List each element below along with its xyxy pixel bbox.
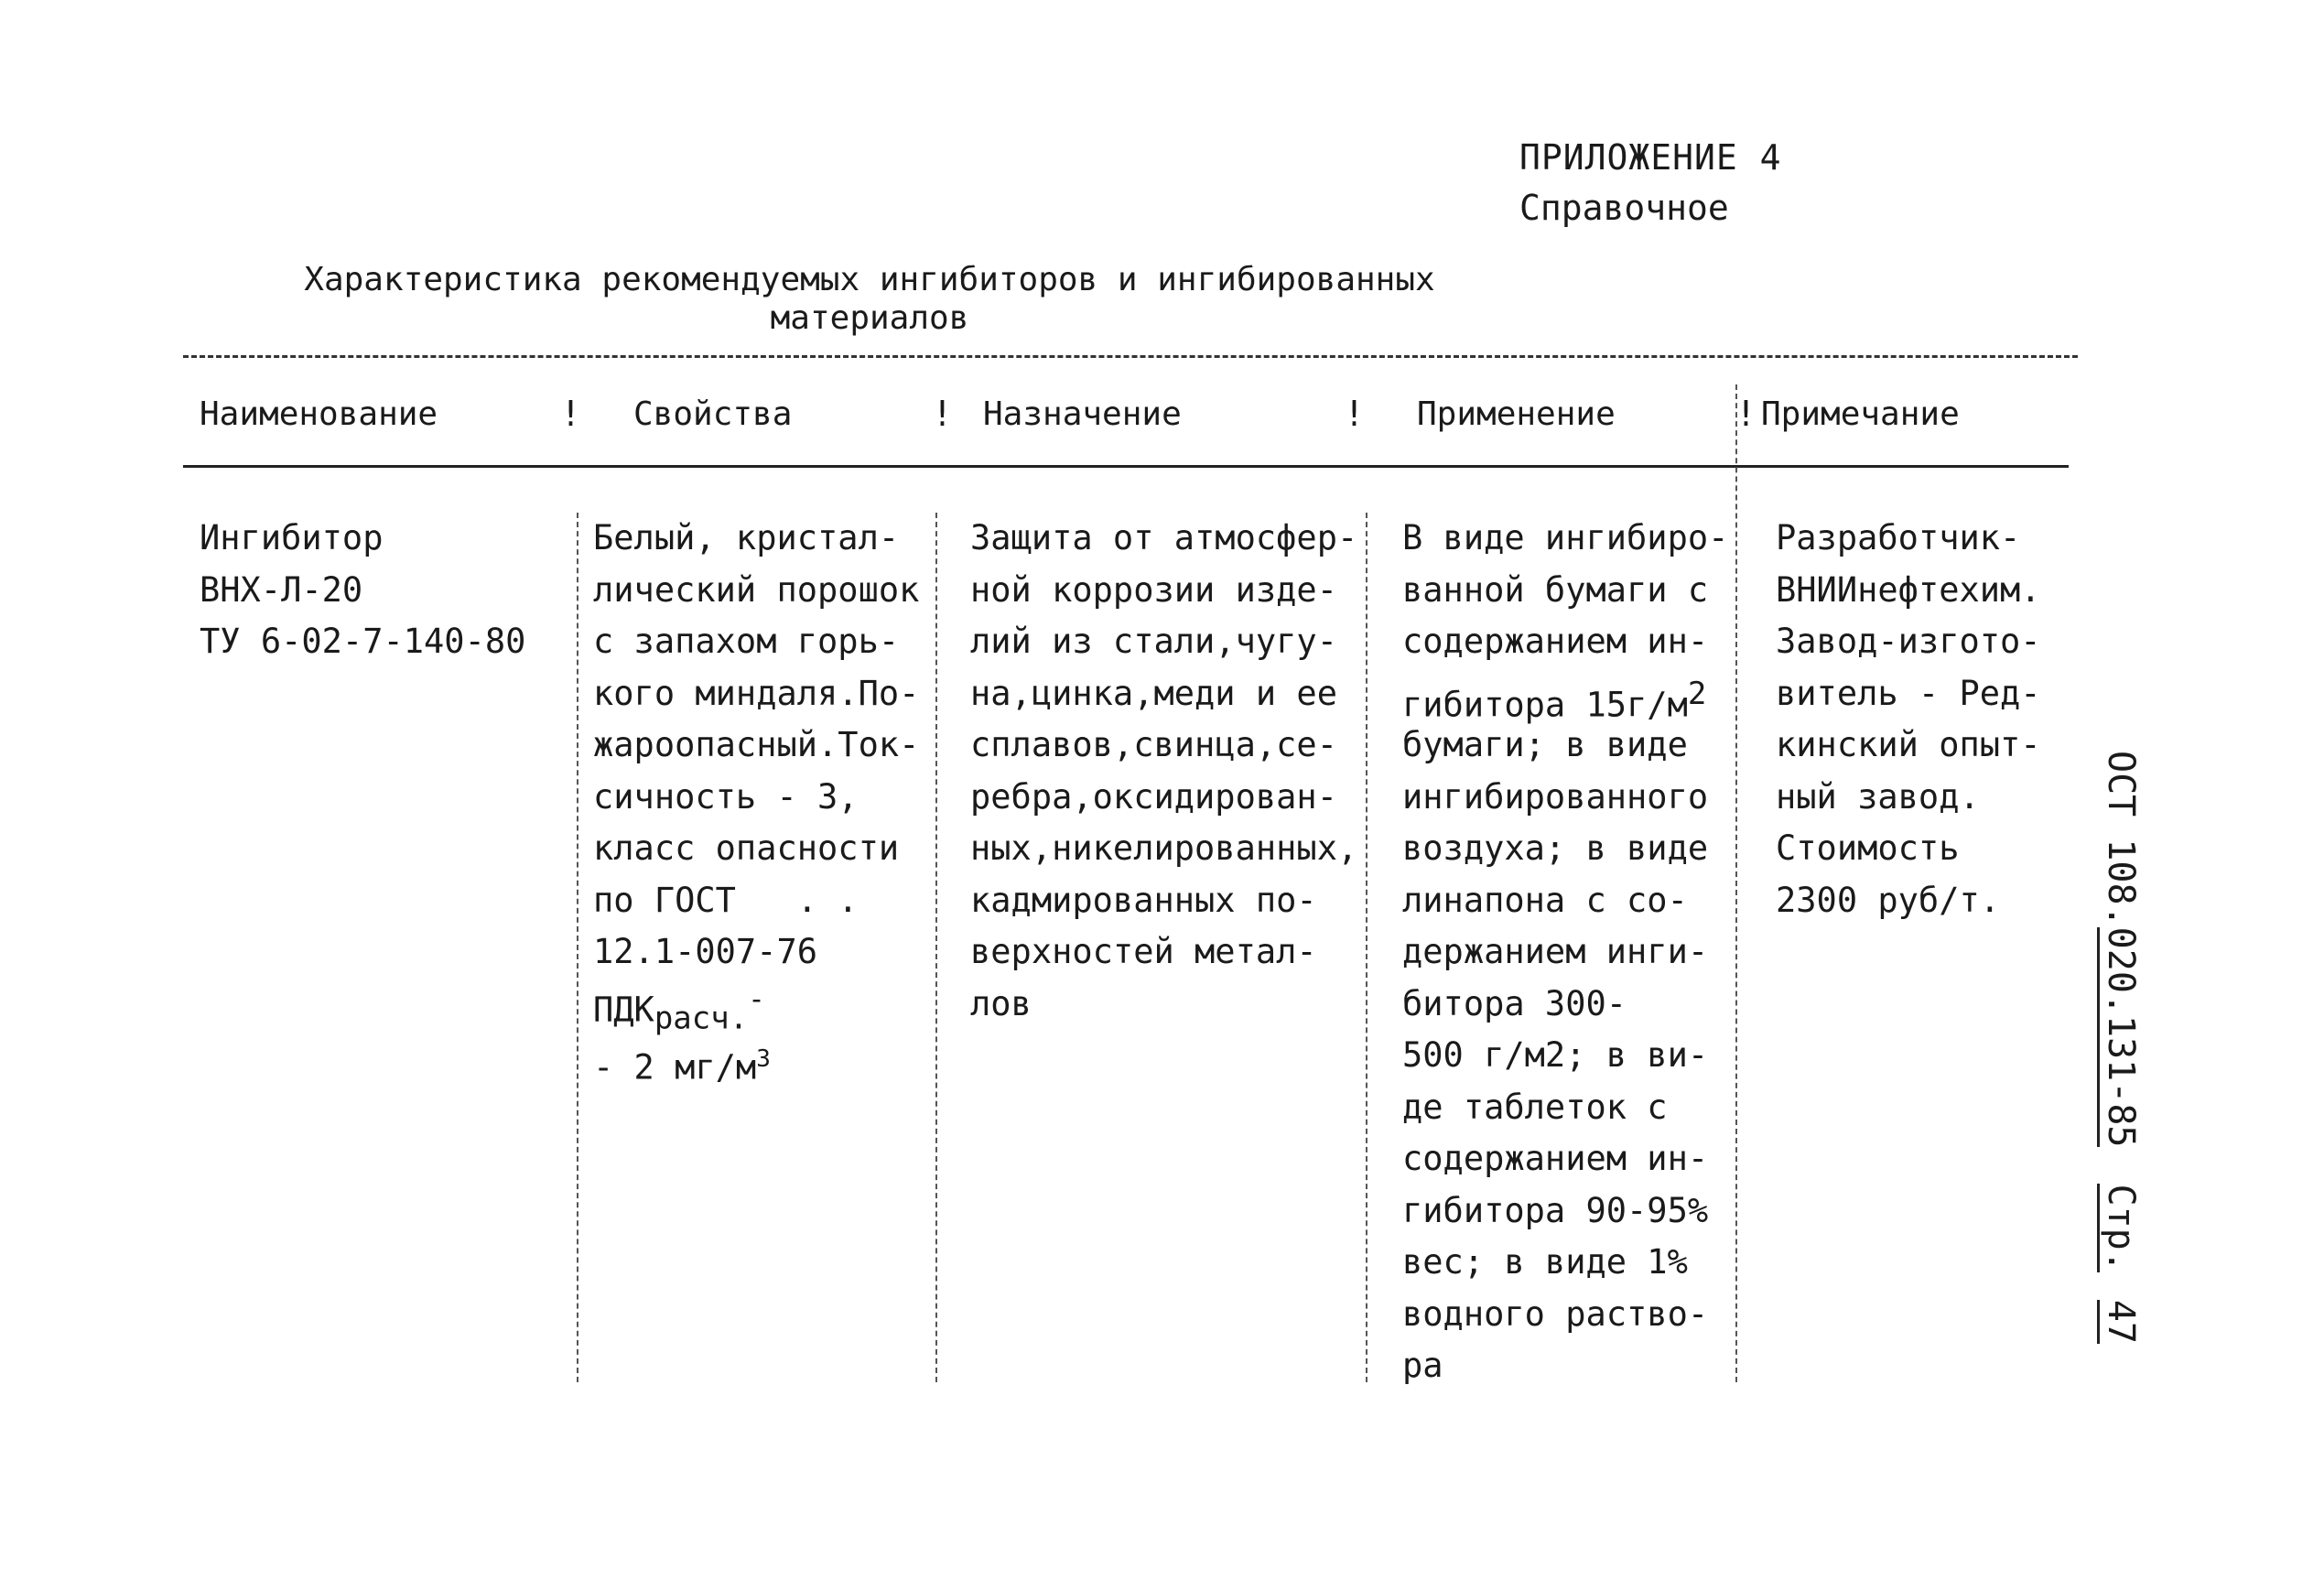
table-top-rule (183, 355, 2078, 358)
cell-properties-pdk (593, 979, 771, 1087)
col-header-name: Наименование (200, 395, 438, 433)
column-divider (1735, 384, 1737, 1382)
pdk-subscript: расч. (654, 1000, 749, 1037)
pdk-label: ПДК (593, 990, 654, 1030)
stamp-prefix: ОСТ 108. (2100, 751, 2142, 927)
cell-name: Ингибитор ВНХ-Л-20 ТУ 6-02-7-140-80 (200, 518, 526, 661)
title-line-1: Характеристика рекомендуемых ингибиторов и ингибированных (304, 261, 1435, 298)
cell-properties: Белый, кристал- лический порошок с запахом горь- кого миндаля.По- жароопасный.Ток- сичность - 3, класс опасности по ГОСТ . . 12.1-007-76 (593, 518, 920, 971)
cell-application-second: бумаги; в виде ингибированного воздуха; в виде линапона с со- держанием инги- битора 300- 500 г/м2; в ви- де таблеток с содержанием ин- гибитора 90-95% вес; в виде 1% водного раство- ра (1402, 725, 1709, 1385)
appendix-type: Справочное (1519, 188, 1729, 228)
stamp-code: 020.131-85 (2097, 927, 2142, 1148)
stamp-page-number: 47 (2097, 1300, 2142, 1344)
page-title (275, 261, 1465, 338)
col-separator: ! (1344, 394, 1365, 434)
appendix-label: ПРИЛОЖЕНИЕ 4 (1519, 137, 1782, 178)
column-divider (1366, 513, 1367, 1382)
side-stamp (2087, 751, 2142, 1344)
col-header-application: Применение (1417, 395, 1616, 433)
col-header-note: Примечание (1761, 395, 1960, 433)
application-part-1: В виде ингибиро- ванной бумаги с содержанием ин- гибитора 15г/м (1402, 518, 1729, 724)
col-separator: ! (560, 394, 581, 434)
cell-note: Разработчик- ВНИИнефтехим. Завод-изгото- витель - Ред- кинский опыт- ный завод. Стоимость 2300 руб/т. (1776, 518, 2041, 920)
title-line-2: материалов (770, 299, 969, 337)
pdk-value: - 2 мг/м (593, 1047, 757, 1087)
header-bottom-rule (183, 465, 2069, 468)
cell-purpose: Защита от атмосфер- ной коррозии изде- лий из стали,чугу- на,цинка,меди и ее сплавов,свинца,се- ребра,оксидирован- ных,никелированных, кадмированных по- верхностей метал- лов (970, 518, 1358, 1023)
col-header-properties: Свойства (633, 395, 793, 433)
col-separator: ! (932, 394, 953, 434)
column-divider (935, 513, 937, 1382)
stamp-page-label: Стр. (2097, 1184, 2142, 1271)
cell-application-first (1402, 513, 1728, 730)
pdk-superscript: 3 (756, 1044, 771, 1073)
col-header-purpose: Назначение (983, 395, 1182, 433)
pdk-dash: - (748, 983, 765, 1016)
column-divider (577, 513, 578, 1382)
col-separator: ! (1735, 394, 1757, 434)
application-superscript: 2 (1687, 675, 1707, 712)
